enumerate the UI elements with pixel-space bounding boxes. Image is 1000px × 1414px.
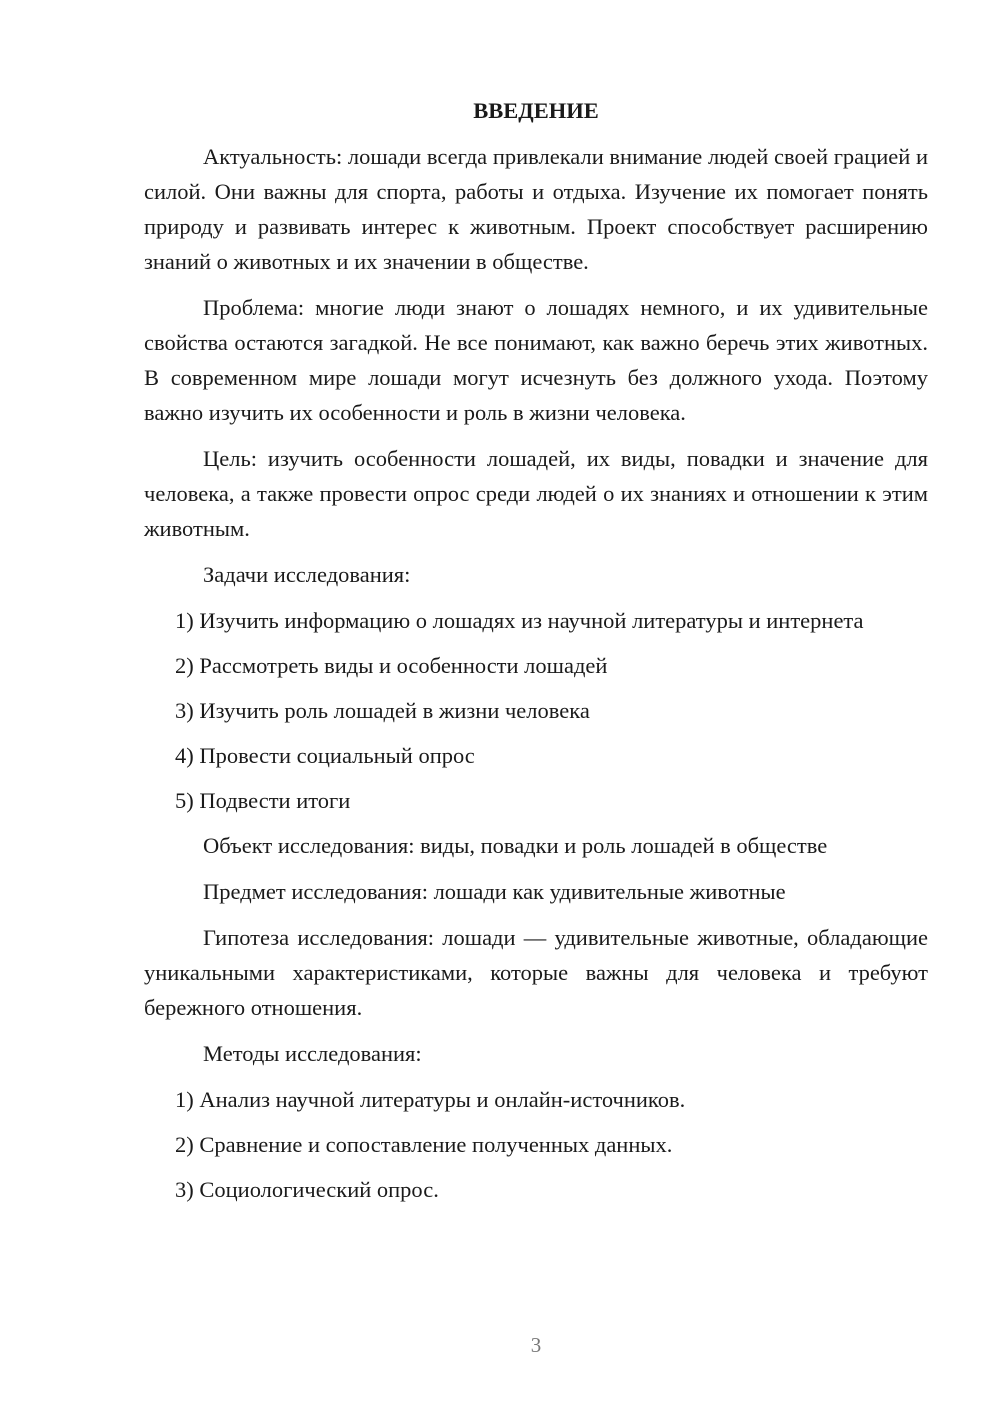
page-number: 3 xyxy=(530,1333,542,1357)
list-item: 2) Рассмотреть виды и особенности лошадей xyxy=(175,653,608,678)
list-item: 5) Подвести итоги xyxy=(175,788,351,813)
list-item: 1) Изучить информацию о лошадях из научной литературы и интернета xyxy=(175,608,864,633)
list-item: 3) Изучить роль лошадей в жизни человека xyxy=(175,698,590,723)
paragraph-relevance: Актуальность: лошади всегда привлекали внимание людей своей грацией и силой. Они важны для спорта, работы и отдыха. Изучение их помогает понять природу и развивать интерес к животным. Проект способствует расширению знаний о животных и их значении в обществе. xyxy=(144,144,928,274)
paragraph-hypothesis: Гипотеза исследования: лошади — удивительные животные, обладающие уникальными характеристиками, которые важны для человека и требуют бережного отношения. xyxy=(144,925,928,1020)
methods-list xyxy=(144,1082,928,1207)
tasks-list xyxy=(144,603,928,818)
paragraph-problem: Проблема: многие люди знают о лошадях немного, и их удивительные свойства остаются загадкой. Не все понимают, как важно беречь этих животных. В современном мире лошади могут исчезнуть без должного ухода. Поэтому важно изучить их особенности и роль в жизни человека. xyxy=(144,295,928,425)
paragraph-goal: Цель: изучить особенности лошадей, их виды, повадки и значение для человека, а также провести опрос среди людей о их знаниях и отношении к этим животным. xyxy=(144,446,928,541)
paragraph-subject: Предмет исследования: лошади как удивительные животные xyxy=(203,879,786,904)
list-item: 3) Социологический опрос. xyxy=(175,1177,439,1202)
paragraph-object: Объект исследования: виды, повадки и роль лошадей в обществе xyxy=(203,833,828,858)
page-content xyxy=(144,93,928,1217)
list-item: 4) Провести социальный опрос xyxy=(175,743,475,768)
paragraph-methods-title: Методы исследования: xyxy=(203,1041,422,1066)
paragraph-tasks-title: Задачи исследования: xyxy=(203,562,411,587)
list-item: 1) Анализ научной литературы и онлайн-источников. xyxy=(175,1087,686,1112)
section-heading: ВВЕДЕНИЕ xyxy=(473,98,599,123)
list-item: 2) Сравнение и сопоставление полученных данных. xyxy=(175,1132,673,1157)
